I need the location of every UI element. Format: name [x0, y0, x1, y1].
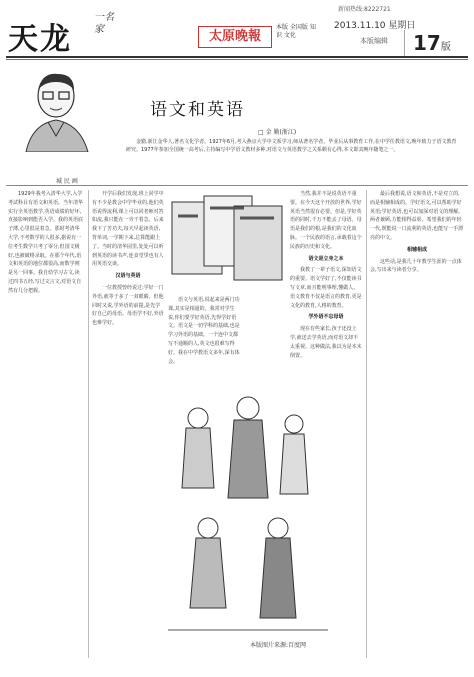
page-number-box	[404, 30, 467, 56]
subheading: 汉语与英语	[115, 273, 141, 280]
paragraph: 最后我想说,语文和英语,不是对立的,而是相辅相成的。学好语文,可以帮助学好英语;学好英语,也可以加深对语文的理解。两者兼顾,方能相得益彰。希望我们的年轻一代,既能说一口流利的英语,也能写一手漂亮的中文。	[370, 191, 464, 241]
subheading: 语文是立身之本	[308, 255, 344, 262]
column-subtitle: 一名家	[94, 12, 114, 35]
page-label: 本版编辑	[360, 37, 388, 45]
issue-date: 2013.11.10 星期日	[334, 21, 416, 31]
page-number: 17	[413, 31, 441, 55]
hotline-info: 新闻热线:8222721	[338, 6, 391, 13]
header-rule-thin	[6, 59, 468, 60]
column-1	[8, 190, 84, 660]
page-unit: 版	[440, 42, 451, 53]
paragraph: 现在有些家长,孩子还没上学,就送去学英语,而对语文却不太重视。这种做法,我以为是本末倒置。	[290, 326, 362, 359]
image-source-caption: 本版图片来源:百度网	[250, 642, 307, 649]
portrait-body	[26, 120, 88, 152]
bio-rule	[6, 185, 468, 186]
column-3	[168, 296, 240, 376]
newspaper-tagline: 本版 全国版 知识 文化	[276, 24, 316, 39]
column-title: 天龙	[8, 22, 72, 57]
sketch-figure-2	[228, 397, 268, 498]
portrait-caption: 城 民 画	[56, 178, 78, 185]
paragraph: 我教了一辈子语文,深知语文的重要。语文学好了,不仅能读书写文章,而且能明事理,懂做人。语文教育不仅是语言的教育,更是文化的教育,人格的教育。	[290, 267, 362, 309]
article-byline: □ 金 勤(浙江)	[258, 129, 297, 136]
paragraph: 1929年我考入清华大学,入学考试科目有语文和英语。当年清华实行全英语教学,英语成绩的好坏,直接影响到能否入学。我的英语底子薄,心里很是着急。那时考清华大学,不考数学的人很多,据说有一位考生数学只考了零分,但国文极好,也被破格录取。在那个年代,语文和英语的地位都很高,而数学则是另一回事。我自幼学习古文,读过四书五经,写过文言文,对语文自然有几分把握。	[8, 191, 84, 294]
sketch-figure-3	[280, 415, 308, 494]
subheading: 相辅相成	[406, 246, 427, 253]
column-2	[92, 190, 164, 660]
paragraph: 当然,我并不是说英语不重要。在今天这个开放的世界,学好英语当然很有必要。但是,学好英语的同时,千万不能丢了母语。母语是我们的根,是我们的文化血脉。一个民族的语言,承载着这个民族的历史和文化。	[290, 191, 362, 250]
classroom-sketch	[168, 378, 328, 658]
sketch-figure-1	[182, 408, 214, 488]
newspaper-logo: 太原晚報	[198, 26, 272, 48]
author-bio: 金勤,浙江金华人,著名文化学者。1927年6月,考入燕京大学中文系学习,师从著名学者。毕业后从事教育工作,在中学任教语文,晚年致力于语文教育研究。1977年参加全国统一高考后,主持编写中学语文教材多种,对语文与英语教学之关系颇有心得,本文即其晚年随笔之一。	[126, 139, 457, 153]
paragraph: 这些话,是我几十年教学生涯的一点体会,写出来与读者分享。	[370, 258, 462, 274]
paragraph: 一位教授曾经说过:学好一门外语,就等于多了一双眼睛。但他同时又说,学外语的前提,是先学好自己的母语。母语学不好,外语也难学好。	[92, 284, 164, 327]
column-divider	[366, 190, 367, 658]
paragraph: 开学后我们发现,班上同学中有不少是教会中学毕业的,他们英语说得流利,课上可以同老师对答如流,我只能在一旁干着急。后来我下了苦功夫,每天早起读英语,背单词,一学期下来,总算能跟上了。当时的清华园里,处处可以听到英语的读书声,连食堂里也有人用英语交谈。	[92, 191, 164, 268]
sketch-figure-4	[190, 518, 226, 608]
paragraph: 语文与英语,说起来是两门功课,其实是相通的。我常对学生说,你们要学好英语,先得学好语文。语文是一切学科的基础,也是学习外语的基础。一个连中文都写不通顺的人,英文也很难写得好。我在中学教语文多年,深有体会。	[168, 297, 240, 365]
author-portrait	[16, 66, 118, 152]
column-divider	[88, 190, 89, 658]
books-photo	[168, 192, 286, 292]
column-5	[370, 190, 464, 660]
subheading: 学外语不忘母语	[308, 314, 344, 321]
header-rule	[6, 56, 468, 58]
sketch-figure-5	[260, 518, 296, 618]
article-title: 语文和英语	[150, 100, 245, 120]
